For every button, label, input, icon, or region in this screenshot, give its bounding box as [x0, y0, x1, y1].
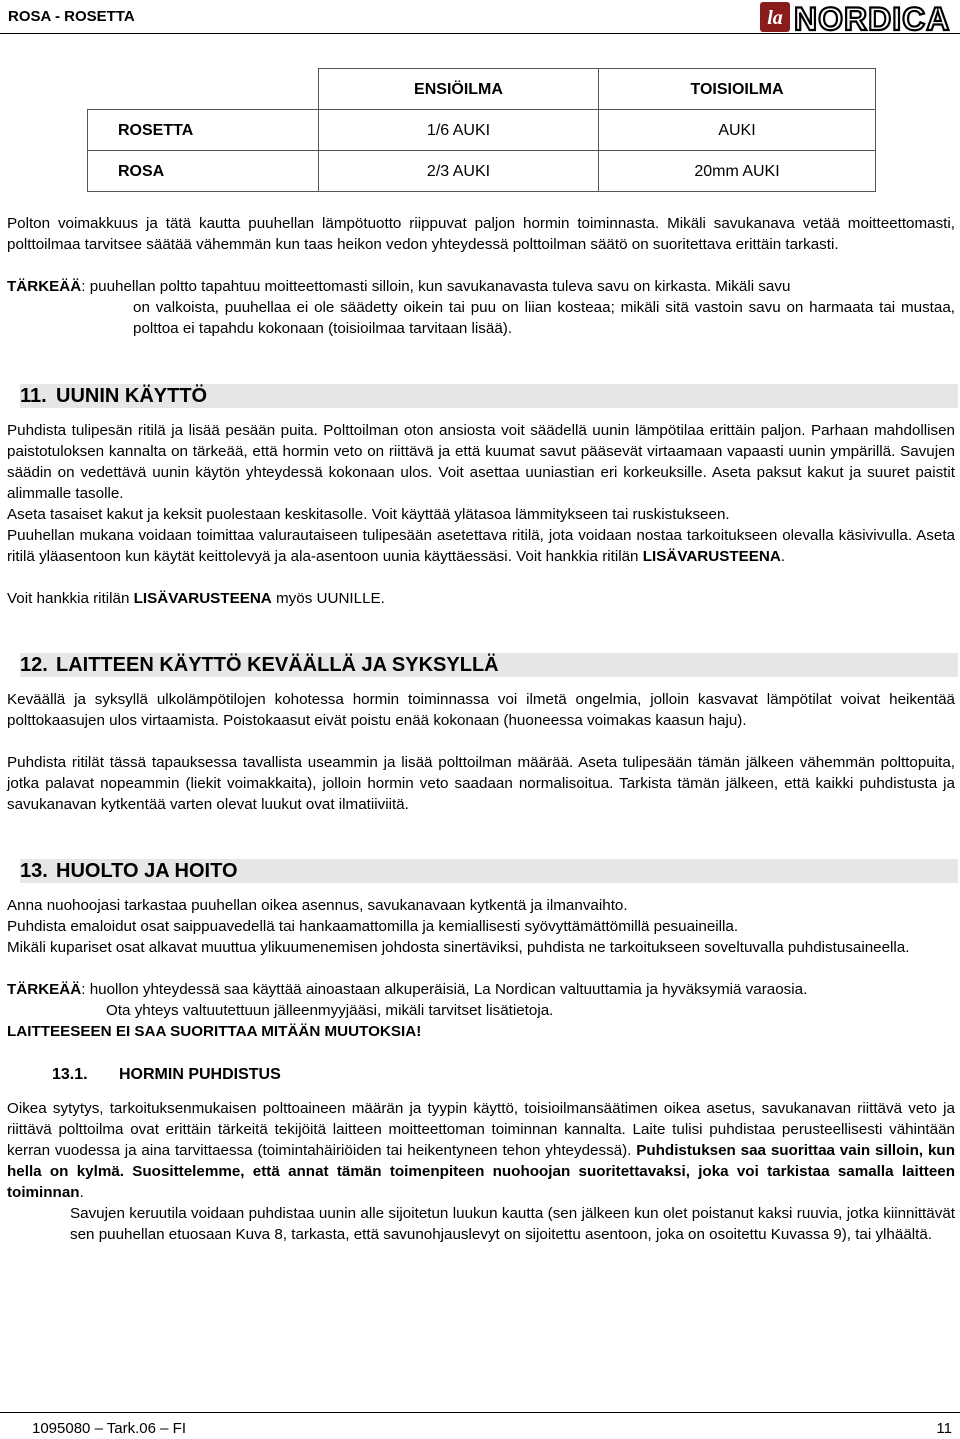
table-corner	[88, 69, 319, 110]
row-name: ROSA	[88, 151, 319, 192]
important-label: TÄRKEÄÄ	[7, 981, 82, 998]
s13-paragraph-3: Mikäli kupariset osat alkavat muuttua ylikuumenemisen johdosta sinertäviksi, puhdista ne tarkoitukseen soveltuvalla puhdistusaineella.	[7, 939, 910, 956]
s11-paragraph-3	[7, 525, 955, 567]
s13-important-cont: Ota yhteys valtuutettuun jälleenmyyjääsi, mikäli tarvitset lisätietoja.	[106, 1002, 554, 1019]
important-text: : puuhellan poltto tapahtuu moitteettomasti silloin, kun savukanavasta tuleva savu on kirkasta. Mikäli savu	[81, 278, 791, 295]
s131-p1-bold: Puhdistuksen saa suorittaa vain silloin, kun hella on kylmä. Suosittelemme, että annat tämän toimenpiteen nuohoojan suoritettavaksi, joka voi tarkistaa samalla laitteen toiminnan	[7, 1142, 955, 1201]
table-header-primary: ENSIÖILMA	[319, 69, 599, 110]
s11-p4-end: myös UUNILLE.	[276, 590, 385, 607]
important-text: : huollon yhteydessä saa käyttää ainoastaan alkuperäisiä, La Nordican valtuuttamia ja hyväksymiä varaosia.	[81, 981, 808, 998]
section-number: 11.	[20, 385, 47, 407]
section-number: 13.	[20, 860, 48, 882]
intro-important-cont: on valkoista, puuhellaa ei ole säädetty oikein tai puu on liian kosteaa; mikäli sitä vastoin savu on harmaata tai mustaa, polttoa ei tapahdu kokonaan (toisioilmaa tarvitaan lisää).	[133, 299, 955, 337]
row-primary: 2/3 AUKI	[319, 151, 599, 192]
section-12-heading	[20, 653, 958, 677]
s131-p1-text: Oikea sytytys, tarkoituksenmukaisen polttoaineen määrän ja tyypin käyttö, toisioilmansäätimen oikea asetus, savukanavan riittävä veto ja riittävä polttoilma ovat erittäin tärkeitä tekijöitä laitteen moitteettoman toiminnan kannalta. Laite tulisi puhdistaa perusteellisesti vähintään kerran vuodessa ja aina tarvittaessa (toimintahäiriöiden tai heikentyneen tehon yhteydessä).	[7, 1100, 955, 1159]
row-primary: 1/6 AUKI	[319, 110, 599, 151]
brand-logo	[760, 0, 952, 34]
row-secondary: 20mm AUKI	[599, 151, 876, 192]
s11-paragraph-2: Aseta tasaiset kakut ja keksit puolestaan keskitasolle. Voit käyttää ylätasoa lämmitykseen tai ruskistukseen.	[7, 506, 730, 523]
s11-paragraph-4	[7, 588, 955, 609]
s11-p3-bold: LISÄVARUSTEENA	[642, 548, 781, 565]
intro-paragraph: Polton voimakkuus ja tätä kautta puuhellan lämpötuotto riippuvat paljon hormin toiminnasta. Mikäli savukanava vetää moitteettomasti, polttoilmaa tarvitsee säätää vähemmän kun taas heikon vedon yhteydessä polttoilman säätö on suoritettava erittäin tarkasti.	[7, 215, 955, 253]
section-title: HUOLTO JA HOITO	[56, 860, 238, 882]
header-title: ROSA - ROSETTA	[8, 8, 135, 25]
svg-text:la: la	[767, 7, 783, 29]
s13-important	[7, 979, 955, 1000]
s12-paragraph-1: Keväällä ja syksyllä ulkolämpötilojen kohotessa hormin toiminnassa voi ilmetä ongelmia, jolloin kasvavat lämpötilat voivat heikentää polttokaasujen ulos virtaamista. Poistokaasut eivät poistu enää kokonaan (huoneessa voimakas kaasun haju).	[7, 691, 955, 729]
svg-text:NORDICA: NORDICA	[794, 1, 951, 34]
s131-paragraph-2: Savujen keruutila voidaan puhdistaa uunin alle sijoitetun luukun kautta (sen jälkeen kun olet poistanut kaksi ruuvia, jotka kiinnittävät sen puuhellan etuosaan Kuva 8, tarkasta, että savunohjauslevyt on sijoitettu asentoon, joka on osoitettu Kuvassa 9), tai ylhäältä.	[70, 1205, 955, 1243]
table-header-secondary: TOISIOILMA	[599, 69, 876, 110]
nordica-logo-icon	[760, 0, 952, 34]
subsection-title: HORMIN PUHDISTUS	[119, 1066, 281, 1083]
s13-paragraph-1: Anna nuohoojasi tarkastaa puuhellan oikea asennus, savukanavaan kytkentä ja ilmanvaihto.	[7, 897, 628, 914]
s11-p3-end: .	[780, 548, 786, 565]
air-settings-table	[87, 68, 876, 192]
important-label: TÄRKEÄÄ	[7, 278, 82, 295]
row-secondary: AUKI	[599, 110, 876, 151]
section-13-heading	[20, 859, 958, 883]
section-11-heading	[20, 384, 958, 408]
footer-divider	[0, 1412, 960, 1413]
subsection-number: 13.1.	[52, 1066, 88, 1083]
header-divider	[0, 33, 960, 34]
s131-p1-end: .	[79, 1184, 84, 1201]
footer-doc-code: 1095080 – Tark.06 – FI	[32, 1420, 186, 1437]
section-number: 12.	[20, 654, 48, 676]
table-header-row	[88, 69, 876, 110]
table-row	[88, 151, 876, 192]
section-title: LAITTEEN KÄYTTÖ KEVÄÄLLÄ JA SYKSYLLÄ	[56, 654, 499, 676]
s11-p4-bold: LISÄVARUSTEENA	[133, 590, 272, 607]
subsection-13-1-heading	[52, 1064, 281, 1085]
s13-warning: LAITTEESEEN EI SAA SUORITTAA MITÄÄN MUUTOKSIA!	[7, 1023, 422, 1040]
table-row	[88, 110, 876, 151]
s13-paragraph-2: Puhdista emaloidut osat saippuavedellä tai hankaamattomilla ja kemiallisesti syövyttämättömillä pesuaineilla.	[7, 918, 739, 935]
footer-page-number: 11	[936, 1420, 952, 1437]
section-title: UUNIN KÄYTTÖ	[56, 385, 208, 407]
s12-paragraph-2: Puhdista ritilät tässä tapauksessa tavallista useammin ja lisää polttoilman määrää. Aseta tulipesään tämän jälkeen vähemmän polttopuita, jotka palavat nopeammin (liekit voimakkaita), jolloin hormin veto saadaan normalisoitua. Tarkista tämän jälkeen, että kaikki puhdistusta ja savukanavan kytkentää varten olevat luukut ovat ilmatiiviitä.	[7, 754, 955, 813]
s11-p4-text: Voit hankkia ritilän	[7, 590, 130, 607]
intro-important	[7, 276, 955, 297]
s11-paragraph-1: Puhdista tulipesän ritilä ja lisää pesään puita. Polttoilman oton ansiosta voit säädellä uunin lämpötilaa erittäin paljon. Parhaan mahdollisen paistotuloksen kannalta on tärkeää, että hormin veto on riittävä ja että kuumat savut pääsevät virtaamaan vapaasti uunin ympärillä. Savujen säädin on vedettävä uunin käytön yhteydessä kokonaan ulos. Voit asettaa uuniastian eri korkeuksille. Aseta paksut kakut ja suuret paistit alimmalle tasolle.	[7, 422, 955, 502]
s11-p3-text: Puuhellan mukana voidaan toimittaa valurautaiseen tulipesään asetettava ritilä, jota voidaan nostaa tarkoitukseen olevalla käsivivulla. Aseta ritilä yläasentoon kun käytät keittolevyä ja ala-asentoon uunia käyttäessäsi. Voit hankkia ritilän	[7, 527, 955, 565]
s131-paragraph-1	[7, 1098, 955, 1203]
row-name: ROSETTA	[88, 110, 319, 151]
